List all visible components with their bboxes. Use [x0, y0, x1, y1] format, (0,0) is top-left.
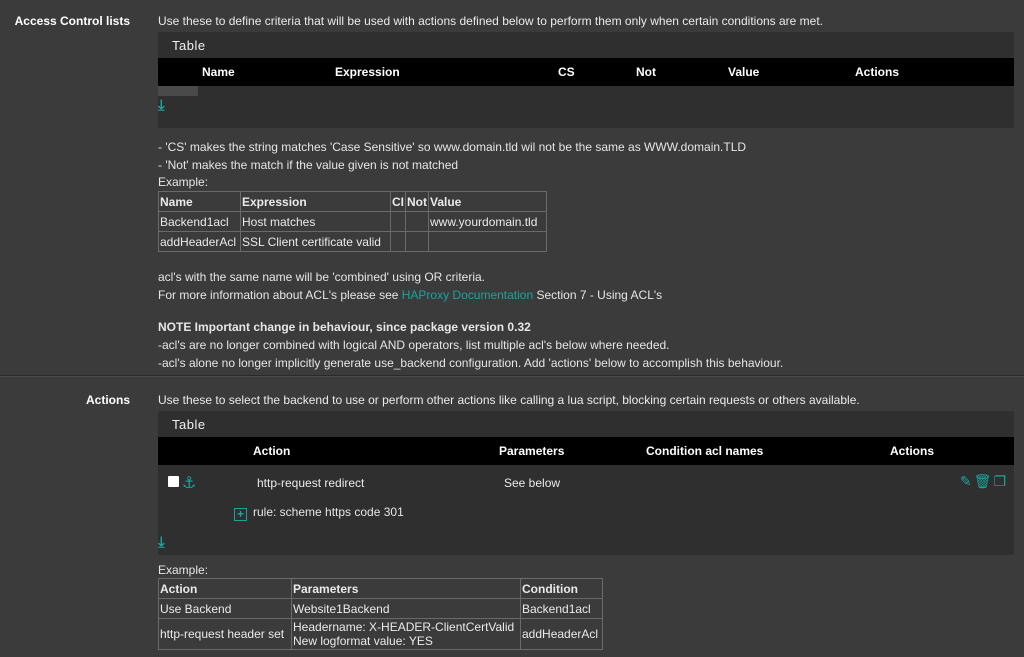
- actions-table-panel: [158, 411, 1014, 555]
- acl-note-example: Example:: [158, 175, 209, 189]
- acl-content: [158, 14, 1014, 372]
- rule-sub-row: [234, 505, 404, 521]
- acl-note-cs: - 'CS' makes the string matches 'Case Sensitive' so www.domain.tld wil not be the same as WWW.domain.TLD: [158, 140, 747, 154]
- table-header-cell: Parameters: [292, 579, 521, 599]
- table-row: [159, 192, 547, 212]
- acl-table-title: Table: [172, 38, 206, 53]
- acl-more-info: [158, 286, 1014, 304]
- table-row: [159, 212, 547, 232]
- table-header-cell: CI: [391, 192, 406, 212]
- table-row: [158, 465, 1014, 501]
- more-info-prefix: For more information about ACL's please see: [158, 288, 402, 302]
- haproxy-documentation-link[interactable]: HAProxy Documentation: [401, 288, 534, 302]
- acl-info: [158, 268, 1014, 372]
- actions-col-parameters: Parameters: [499, 444, 565, 458]
- table-cell: addHeaderAcl: [521, 619, 603, 650]
- table-row: [159, 599, 603, 619]
- actions-table-body: [158, 465, 1014, 555]
- table-cell: [391, 212, 406, 232]
- anchor-icon[interactable]: ⚓: [182, 475, 197, 492]
- table-row: [159, 232, 547, 252]
- actions-table-header: [158, 437, 1014, 465]
- acl-note-not: - 'Not' makes the match if the value given is not matched: [158, 158, 459, 172]
- sort-down-icon[interactable]: ⤓: [158, 534, 165, 551]
- acl-col-expression: Expression: [335, 65, 400, 79]
- table-header-cell: Action: [159, 579, 292, 599]
- param-line-2: New logformat value: YES: [293, 634, 433, 648]
- acl-empty-row: [158, 86, 198, 96]
- more-info-suffix: Section 7 - Using ACL's: [533, 288, 663, 302]
- row-parameters: See below: [504, 476, 561, 490]
- table-cell: Website1Backend: [292, 599, 521, 619]
- row-action: http-request redirect: [257, 476, 365, 490]
- row-actions: [960, 473, 1008, 490]
- trash-icon[interactable]: 🗑: [973, 473, 994, 489]
- table-cell: [406, 212, 429, 232]
- acl-notes: [158, 138, 1014, 190]
- actions-col-action: Action: [253, 444, 291, 458]
- table-cell: www.yourdomain.tld: [429, 212, 547, 232]
- acl-table-body: [158, 86, 1014, 128]
- sort-down-icon[interactable]: ⤓: [158, 97, 165, 114]
- row-select-checkbox[interactable]: [168, 476, 179, 487]
- actions-content: [158, 393, 1014, 650]
- table-row: [159, 579, 603, 599]
- table-row: [159, 619, 603, 650]
- param-line-1: Headername: X-HEADER-ClientCertValid: [293, 620, 515, 634]
- acl-table-header: [158, 58, 1014, 86]
- plus-square-icon[interactable]: +: [234, 508, 247, 521]
- acl-table-panel: [158, 32, 1014, 128]
- table-cell: http-request header set: [159, 619, 292, 650]
- table-cell: Backend1acl: [159, 212, 241, 232]
- table-header-cell: Name: [159, 192, 241, 212]
- table-cell: Backend1acl: [521, 599, 603, 619]
- acl-note-line-1: -acl's are no longer combined with logical AND operators, list multiple acl's below where needed.: [158, 338, 670, 352]
- table-cell: [429, 232, 547, 252]
- acl-description: Use these to define criteria that will be used with actions defined below to perform them only when certain conditions are met.: [158, 14, 824, 28]
- note-title: NOTE Important change in behaviour, since package version 0.32: [158, 320, 531, 334]
- acl-col-actions: Actions: [855, 65, 900, 79]
- acl-col-value: Value: [728, 65, 760, 79]
- pencil-icon[interactable]: ✎: [959, 473, 974, 489]
- table-cell: [406, 232, 429, 252]
- actions-col-actions: Actions: [890, 444, 935, 458]
- acl-note-title: [158, 318, 1014, 336]
- table-cell: Host matches: [241, 212, 391, 232]
- table-header-cell: Value: [429, 192, 547, 212]
- acl-col-cs: CS: [558, 65, 575, 79]
- table-cell: Use Backend: [159, 599, 292, 619]
- actions-example-table: [158, 578, 603, 650]
- actions-example-label: Example:: [158, 563, 209, 577]
- copy-icon[interactable]: ❐: [993, 473, 1008, 489]
- acl-col-name: Name: [202, 65, 235, 79]
- table-cell: SSL Client certificate valid: [241, 232, 391, 252]
- table-header-cell: Condition: [521, 579, 603, 599]
- actions-description: Use these to select the backend to use or perform other actions like calling a lua script, blocking certain requests or others available.: [158, 393, 860, 407]
- acl-note-line-2: -acl's alone no longer implicitly generate use_backend configuration. Add 'actions' below to accomplish this behaviour.: [158, 356, 784, 370]
- actions-section: [0, 376, 1024, 657]
- acl-col-not: Not: [636, 65, 656, 79]
- table-cell: addHeaderAcl: [159, 232, 241, 252]
- table-cell: [292, 619, 521, 650]
- rule-text: rule: scheme https code 301: [253, 505, 404, 519]
- actions-table-title: Table: [172, 417, 206, 432]
- table-cell: [391, 232, 406, 252]
- table-header-cell: Not: [406, 192, 429, 212]
- acl-combined-text: acl's with the same name will be 'combined' using OR criteria.: [158, 270, 486, 284]
- acl-section-label: Access Control lists: [14, 14, 130, 28]
- actions-section-label: Actions: [85, 393, 130, 407]
- table-header-cell: Expression: [241, 192, 391, 212]
- acl-example-table: [158, 191, 547, 252]
- actions-col-condition: Condition acl names: [646, 444, 764, 458]
